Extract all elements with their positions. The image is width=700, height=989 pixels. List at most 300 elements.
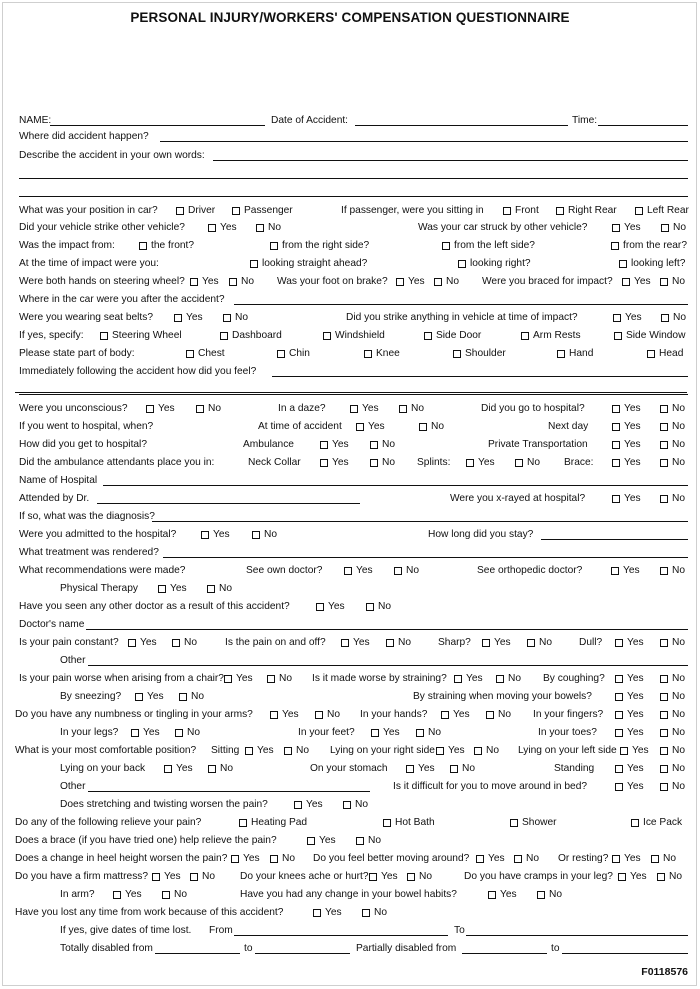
checkbox-no[interactable] <box>179 693 187 701</box>
checkbox-label: Yes <box>202 276 219 287</box>
checkbox-no[interactable] <box>486 711 494 719</box>
checkbox-the-front-[interactable] <box>139 242 147 250</box>
field-label: By coughing? <box>543 673 605 684</box>
checkbox-label: Yes <box>381 871 398 882</box>
answer-line[interactable] <box>88 791 370 792</box>
field-label: Is it difficult for you to move around in bed? <box>393 781 588 792</box>
checkbox-yes[interactable] <box>615 693 623 701</box>
checkbox-label: Left Rear <box>647 205 689 216</box>
checkbox-label: No <box>672 727 686 738</box>
answer-line[interactable] <box>234 304 688 305</box>
checkbox-label: No <box>219 583 233 594</box>
field-label: Date of Accident: <box>271 115 349 126</box>
section-divider <box>15 392 687 393</box>
field-label: Next day <box>548 421 589 432</box>
checkbox-yes[interactable] <box>476 855 484 863</box>
checkbox-label: from the right side? <box>282 240 370 251</box>
field-label: Attended by Dr. <box>19 493 90 504</box>
checkbox-no[interactable] <box>660 675 668 683</box>
checkbox-from-the-left-side-[interactable] <box>442 242 450 250</box>
checkbox-yes[interactable] <box>396 278 404 286</box>
field-label: In a daze? <box>278 403 326 414</box>
checkbox-no[interactable] <box>527 639 535 647</box>
field-label: Sitting <box>211 745 240 756</box>
checkbox-looking-right-[interactable] <box>458 260 466 268</box>
checkbox-label: No <box>527 457 541 468</box>
checkbox-label: Yes <box>634 276 651 287</box>
checkbox-left-rear[interactable] <box>635 207 643 215</box>
field-label: Did the ambulance attendants place you in: <box>19 457 215 468</box>
field-label: By sneezing? <box>60 691 122 702</box>
checkbox-no[interactable] <box>660 729 668 737</box>
checkbox-yes[interactable] <box>113 891 121 899</box>
checkbox-label: Yes <box>627 727 644 738</box>
checkbox-label: Yes <box>158 403 175 414</box>
checkbox-yes[interactable] <box>128 639 136 647</box>
checkbox-yes[interactable] <box>231 855 239 863</box>
checkbox-yes[interactable] <box>135 693 143 701</box>
checkbox-label: Yes <box>170 583 187 594</box>
checkbox-no[interactable] <box>537 891 545 899</box>
checkbox-label: looking straight ahead? <box>262 258 368 269</box>
checkbox-no[interactable] <box>660 567 668 575</box>
checkbox-no[interactable] <box>386 639 394 647</box>
checkbox-label: No <box>268 222 282 233</box>
field-label: In your hands? <box>360 709 428 720</box>
checkbox-label: No <box>672 781 686 792</box>
checkbox-yes[interactable] <box>201 531 209 539</box>
checkbox-yes[interactable] <box>620 747 628 755</box>
checkbox-windshield[interactable] <box>323 332 331 340</box>
checkbox-front[interactable] <box>503 207 511 215</box>
checkbox-label: Yes <box>147 691 164 702</box>
checkbox-yes[interactable] <box>482 639 490 647</box>
field-label: Have you lost any time from work because of this accident? <box>15 907 284 918</box>
checkbox-label: No <box>672 709 686 720</box>
checkbox-yes[interactable] <box>294 801 302 809</box>
checkbox-from-the-rear-[interactable] <box>611 242 619 250</box>
answer-line[interactable] <box>88 665 688 666</box>
checkbox-yes[interactable] <box>190 278 198 286</box>
answer-line[interactable] <box>19 394 688 395</box>
checkbox-label: Yes <box>143 727 160 738</box>
checkbox-no[interactable] <box>284 747 292 755</box>
checkbox-label: No <box>672 276 686 287</box>
checkbox-no[interactable] <box>252 531 260 539</box>
checkbox-no[interactable] <box>660 783 668 791</box>
checkbox-no[interactable] <box>660 765 668 773</box>
checkbox-label: Yes <box>624 403 641 414</box>
checkbox-yes[interactable] <box>611 567 619 575</box>
field-label: Were you braced for impact? <box>482 276 613 287</box>
checkbox-label: Yes <box>453 709 470 720</box>
field-label: Neck Collar <box>248 457 301 468</box>
field-label: Have you had any change in your bowel habits? <box>240 889 457 900</box>
field-label: Was the impact from: <box>19 240 115 251</box>
checkbox-label: Ice Pack <box>643 817 683 828</box>
checkbox-no[interactable] <box>190 873 198 881</box>
checkbox-label: No <box>264 529 278 540</box>
checkbox-yes[interactable] <box>612 495 620 503</box>
checkbox-yes[interactable] <box>466 459 474 467</box>
checkbox-label: No <box>526 853 540 864</box>
checkbox-no[interactable] <box>651 855 659 863</box>
checkbox-steering-wheel[interactable] <box>100 332 108 340</box>
checkbox-yes[interactable] <box>320 441 328 449</box>
checkbox-label: No <box>374 907 388 918</box>
checkbox-no[interactable] <box>229 278 237 286</box>
checkbox-from-the-right-side-[interactable] <box>270 242 278 250</box>
checkbox-label: Yes <box>213 529 230 540</box>
checkbox-yes[interactable] <box>436 747 444 755</box>
checkbox-label: No <box>184 637 198 648</box>
checkbox-label: Yes <box>624 222 641 233</box>
checkbox-no[interactable] <box>419 423 427 431</box>
field-label: At the time of impact were you: <box>19 258 159 269</box>
checkbox-no[interactable] <box>416 729 424 737</box>
checkbox-yes[interactable] <box>369 873 377 881</box>
checkbox-no[interactable] <box>496 675 504 683</box>
checkbox-yes[interactable] <box>316 603 324 611</box>
field-label: NAME: <box>19 115 52 126</box>
field-label: to <box>244 943 253 954</box>
checkbox-label: Passenger <box>244 205 293 216</box>
checkbox-label: Yes <box>500 889 517 900</box>
checkbox-yes[interactable] <box>612 405 620 413</box>
field-label: Other <box>60 781 86 792</box>
checkbox-yes[interactable] <box>356 423 364 431</box>
checkbox-yes[interactable] <box>224 675 232 683</box>
checkbox-yes[interactable] <box>615 729 623 737</box>
checkbox-yes[interactable] <box>612 459 620 467</box>
checkbox-hand[interactable] <box>557 350 565 358</box>
checkbox-side-window[interactable] <box>614 332 622 340</box>
checkbox-yes[interactable] <box>245 747 253 755</box>
checkbox-label: No <box>672 763 686 774</box>
checkbox-heating-pad[interactable] <box>239 819 247 827</box>
checkbox-no[interactable] <box>356 837 364 845</box>
answer-line[interactable] <box>86 629 688 630</box>
checkbox-label: Yes <box>623 565 640 576</box>
checkbox-chin[interactable] <box>277 350 285 358</box>
checkbox-no[interactable] <box>661 224 669 232</box>
checkbox-no[interactable] <box>660 495 668 503</box>
checkbox-label: the front? <box>151 240 195 251</box>
checkbox-no[interactable] <box>660 423 668 431</box>
checkbox-yes[interactable] <box>454 675 462 683</box>
field-label: Do you have any numbness or tingling in your arms? <box>15 709 253 720</box>
checkbox-yes[interactable] <box>615 639 623 647</box>
checkbox-label: No <box>241 276 255 287</box>
field-label: Please state part of body: <box>19 348 135 359</box>
checkbox-label: Yes <box>362 403 379 414</box>
field-label: In your feet? <box>298 727 355 738</box>
checkbox-yes[interactable] <box>174 314 182 322</box>
checkbox-yes[interactable] <box>350 405 358 413</box>
checkbox-label: No <box>174 889 188 900</box>
checkbox-label: Windshield <box>335 330 385 341</box>
checkbox-label: Yes <box>627 691 644 702</box>
checkbox-no[interactable] <box>256 224 264 232</box>
checkbox-yes[interactable] <box>320 459 328 467</box>
checkbox-knee[interactable] <box>364 350 372 358</box>
checkbox-yes[interactable] <box>615 765 623 773</box>
checkbox-label: Right Rear <box>568 205 617 216</box>
checkbox-looking-straight-ahead-[interactable] <box>250 260 258 268</box>
checkbox-no[interactable] <box>657 873 665 881</box>
checkbox-label: No <box>672 457 686 468</box>
field-label: Ambulance <box>243 439 294 450</box>
checkbox-label: No <box>672 565 686 576</box>
checkbox-yes[interactable] <box>164 765 172 773</box>
field-label: Lying on your right side <box>330 745 435 756</box>
checkbox-yes[interactable] <box>406 765 414 773</box>
checkbox-label: No <box>419 871 433 882</box>
checkbox-no[interactable] <box>407 873 415 881</box>
checkbox-label: Driver <box>188 205 216 216</box>
field-label: Do any of the following relieve your pain? <box>15 817 202 828</box>
answer-line[interactable] <box>466 935 688 936</box>
checkbox-no[interactable] <box>660 693 668 701</box>
field-label: Did you go to hospital? <box>481 403 585 414</box>
field-label: How did you get to hospital? <box>19 439 147 450</box>
checkbox-label: No <box>672 439 686 450</box>
checkbox-no[interactable] <box>267 675 275 683</box>
answer-line[interactable] <box>152 521 688 522</box>
checkbox-label: Yes <box>466 673 483 684</box>
field-label: Lying on your left side <box>518 745 617 756</box>
checkbox-yes[interactable] <box>208 224 216 232</box>
checkbox-driver[interactable] <box>176 207 184 215</box>
checkbox-label: Yes <box>632 745 649 756</box>
checkbox-no[interactable] <box>370 459 378 467</box>
checkbox-no[interactable] <box>660 278 668 286</box>
checkbox-no[interactable] <box>315 711 323 719</box>
checkbox-no[interactable] <box>370 441 378 449</box>
checkbox-label: Yes <box>627 673 644 684</box>
checkbox-yes[interactable] <box>618 873 626 881</box>
field-label: Or resting? <box>558 853 609 864</box>
answer-line[interactable] <box>255 953 350 954</box>
field-label: Did you strike anything in vehicle at time of impact? <box>346 312 578 323</box>
checkbox-yes[interactable] <box>613 314 621 322</box>
checkbox-no[interactable] <box>515 459 523 467</box>
checkbox-label: Chin <box>289 348 310 359</box>
field-label: Is your pain worse when arising from a chair? <box>19 673 224 684</box>
checkbox-yes[interactable] <box>612 423 620 431</box>
checkbox-no[interactable] <box>270 855 278 863</box>
checkbox-no[interactable] <box>660 459 668 467</box>
checkbox-label: No <box>431 421 445 432</box>
checkbox-no[interactable] <box>162 891 170 899</box>
checkbox-no[interactable] <box>394 567 402 575</box>
checkbox-hot-bath[interactable] <box>383 819 391 827</box>
checkbox-no[interactable] <box>660 639 668 647</box>
checkbox-no[interactable] <box>172 639 180 647</box>
checkbox-yes[interactable] <box>146 405 154 413</box>
field-label: If yes, specify: <box>19 330 84 341</box>
checkbox-label: Yes <box>164 871 181 882</box>
answer-line[interactable] <box>19 196 688 197</box>
checkbox-no[interactable] <box>196 405 204 413</box>
checkbox-label: Yes <box>368 421 385 432</box>
checkbox-no[interactable] <box>208 765 216 773</box>
field-label: In your legs? <box>60 727 119 738</box>
checkbox-label: Yes <box>328 601 345 612</box>
checkbox-no[interactable] <box>660 747 668 755</box>
field-label: Were both hands on steering wheel? <box>19 276 185 287</box>
checkbox-yes[interactable] <box>615 783 623 791</box>
checkbox-yes[interactable] <box>341 639 349 647</box>
field-label: See own doctor? <box>246 565 323 576</box>
checkbox-label: Yes <box>494 637 511 648</box>
checkbox-no[interactable] <box>343 801 351 809</box>
checkbox-label: Steering Wheel <box>112 330 182 341</box>
checkbox-label: Yes <box>627 763 644 774</box>
field-label: If so, what was the diagnosis? <box>19 511 155 522</box>
checkbox-yes[interactable] <box>612 855 620 863</box>
field-label: What was your position in car? <box>19 205 158 216</box>
checkbox-yes[interactable] <box>344 567 352 575</box>
field-label: Were you wearing seat belts? <box>19 312 154 323</box>
checkbox-chest[interactable] <box>186 350 194 358</box>
checkbox-label: No <box>355 799 369 810</box>
answer-line[interactable] <box>160 141 688 142</box>
checkbox-no[interactable] <box>450 765 458 773</box>
checkbox-no[interactable] <box>434 278 442 286</box>
field-label: Did your vehicle strike other vehicle? <box>19 222 185 233</box>
checkbox-head[interactable] <box>647 350 655 358</box>
field-label: Was your car struck by other vehicle? <box>418 222 588 233</box>
checkbox-no[interactable] <box>207 585 215 593</box>
field-label: What recommendations were made? <box>19 565 186 576</box>
field-label: Was your foot on brake? <box>277 276 388 287</box>
checkbox-label: Yes <box>448 745 465 756</box>
answer-line[interactable] <box>19 178 688 179</box>
checkbox-no[interactable] <box>474 747 482 755</box>
checkbox-no[interactable] <box>223 314 231 322</box>
checkbox-no[interactable] <box>660 711 668 719</box>
checkbox-label: from the left side? <box>454 240 535 251</box>
checkbox-yes[interactable] <box>371 729 379 737</box>
checkbox-side-door[interactable] <box>424 332 432 340</box>
field-label: Does a change in heel height worsen the pain? <box>15 853 228 864</box>
checkbox-no[interactable] <box>362 909 370 917</box>
form-title: PERSONAL INJURY/WORKERS' COMPENSATION QUESTIONNAIRE <box>130 10 570 25</box>
checkbox-yes[interactable] <box>152 873 160 881</box>
checkbox-label: from the rear? <box>623 240 687 251</box>
field-label: Do you have cramps in your leg? <box>464 871 613 882</box>
checkbox-label: Yes <box>243 853 260 864</box>
checkbox-yes[interactable] <box>270 711 278 719</box>
checkbox-label: No <box>327 709 341 720</box>
field-label: In your toes? <box>538 727 597 738</box>
checkbox-yes[interactable] <box>488 891 496 899</box>
checkbox-label: Yes <box>306 799 323 810</box>
checkbox-dashboard[interactable] <box>220 332 228 340</box>
answer-line[interactable] <box>541 539 688 540</box>
checkbox-label: Yes <box>624 493 641 504</box>
checkbox-yes[interactable] <box>313 909 321 917</box>
checkbox-label: Yes <box>176 763 193 774</box>
answer-line[interactable] <box>234 935 448 936</box>
field-label: If yes, give dates of time lost. <box>60 925 192 936</box>
checkbox-ice-pack[interactable] <box>631 819 639 827</box>
checkbox-no[interactable] <box>661 314 669 322</box>
answer-line[interactable] <box>355 125 568 126</box>
answer-line[interactable] <box>155 953 240 954</box>
checkbox-no[interactable] <box>366 603 374 611</box>
field-label: In your fingers? <box>533 709 604 720</box>
checkbox-yes[interactable] <box>307 837 315 845</box>
checkbox-label: Yes <box>125 889 142 900</box>
field-label: Does stretching and twisting worsen the pain? <box>60 799 268 810</box>
checkbox-no[interactable] <box>175 729 183 737</box>
checkbox-no[interactable] <box>660 405 668 413</box>
field-label: Time: <box>572 115 598 126</box>
checkbox-label: No <box>296 745 310 756</box>
checkbox-yes[interactable] <box>615 675 623 683</box>
checkbox-label: Side Window <box>626 330 686 341</box>
answer-line[interactable] <box>213 160 688 161</box>
answer-line[interactable] <box>462 953 547 954</box>
answer-line[interactable] <box>562 953 688 954</box>
checkbox-yes[interactable] <box>615 711 623 719</box>
checkbox-label: Yes <box>630 871 647 882</box>
checkbox-yes[interactable] <box>622 278 630 286</box>
checkbox-looking-left-[interactable] <box>619 260 627 268</box>
checkbox-no[interactable] <box>514 855 522 863</box>
checkbox-label: No <box>208 403 222 414</box>
field-label: Do your knees ache or hurt? <box>240 871 369 882</box>
field-label: Private Transportation <box>488 439 588 450</box>
answer-line[interactable] <box>163 557 688 558</box>
checkbox-right-rear[interactable] <box>556 207 564 215</box>
checkbox-yes[interactable] <box>131 729 139 737</box>
answer-line[interactable] <box>103 485 688 486</box>
checkbox-label: No <box>673 222 687 233</box>
checkbox-label: No <box>549 889 563 900</box>
checkbox-no[interactable] <box>399 405 407 413</box>
checkbox-yes[interactable] <box>158 585 166 593</box>
checkbox-shoulder[interactable] <box>453 350 461 358</box>
field-label: Immediately following the accident how did you feel? <box>19 366 257 377</box>
checkbox-label: No <box>669 871 683 882</box>
checkbox-yes[interactable] <box>612 441 620 449</box>
answer-line[interactable] <box>598 125 688 126</box>
field-label: Do you feel better moving around? <box>313 853 470 864</box>
checkbox-label: Yes <box>624 457 641 468</box>
checkbox-label: Yes <box>408 276 425 287</box>
checkbox-label: No <box>279 673 293 684</box>
checkbox-yes[interactable] <box>612 224 620 232</box>
field-label: Does a brace (if you have tried one) help relieve the pain? <box>15 835 277 846</box>
field-label: From <box>209 925 233 936</box>
checkbox-passenger[interactable] <box>232 207 240 215</box>
answer-line[interactable] <box>50 125 265 126</box>
checkbox-no[interactable] <box>660 441 668 449</box>
checkbox-label: No <box>672 493 686 504</box>
checkbox-shower[interactable] <box>510 819 518 827</box>
field-label: Describe the accident in your own words: <box>19 150 205 161</box>
field-label: What is your most comfortable position? <box>15 745 197 756</box>
checkbox-arm-rests[interactable] <box>521 332 529 340</box>
field-label: Were you admitted to the hospital? <box>19 529 177 540</box>
field-label: Is your pain constant? <box>19 637 119 648</box>
answer-line[interactable] <box>272 376 688 377</box>
answer-line[interactable] <box>97 503 360 504</box>
checkbox-yes[interactable] <box>441 711 449 719</box>
